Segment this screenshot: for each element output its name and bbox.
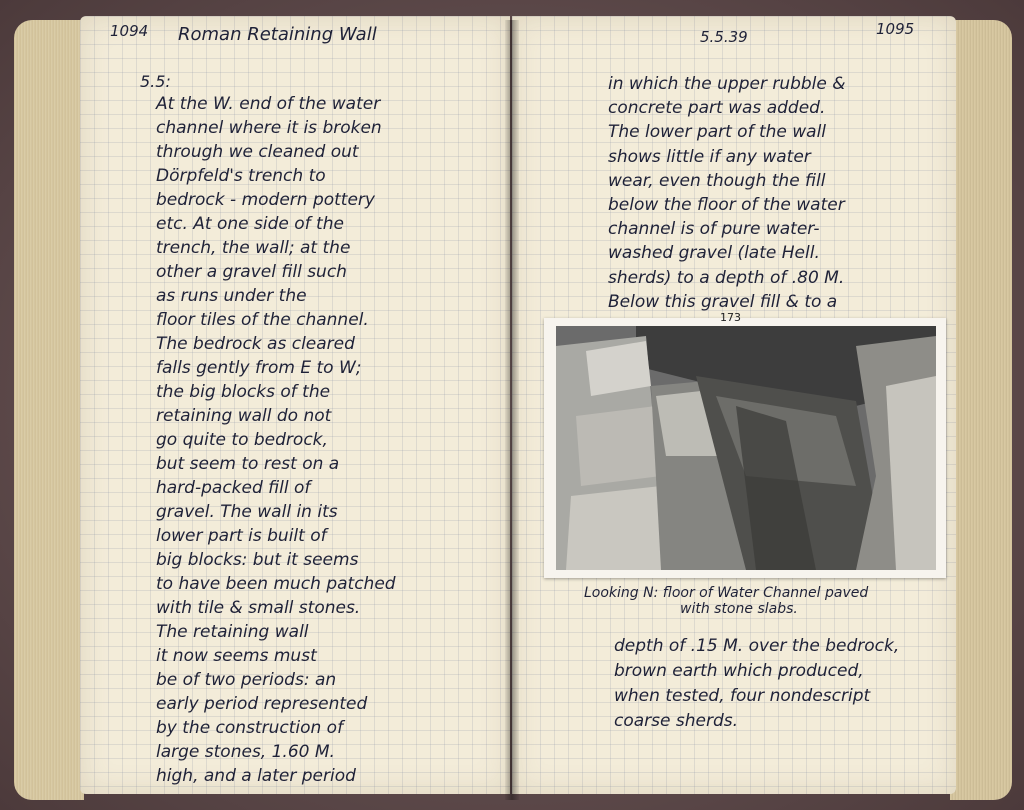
handwritten-line: with tile & small stones. — [156, 598, 361, 618]
handwritten-line: to have been much patched — [156, 574, 396, 594]
handwritten-line: lower part is built of — [156, 526, 327, 546]
handwritten-line: washed gravel (late Hell. — [608, 243, 820, 264]
handwritten-line: trench, the wall; at the — [156, 238, 351, 258]
handwritten-line: it now seems must — [156, 646, 317, 666]
handwritten-line: but seem to rest on a — [156, 454, 340, 474]
photo-caption-line-2: with stone slabs. — [680, 601, 798, 617]
handwritten-line: brown earth which produced, — [614, 661, 864, 681]
handwritten-line: channel is of pure water- — [608, 219, 820, 240]
handwritten-line: coarse sherds. — [614, 711, 739, 731]
handwritten-line: concrete part was added. — [608, 98, 826, 119]
handwritten-line: the big blocks of the — [156, 382, 331, 402]
handwritten-line: big blocks: but it seems — [156, 550, 359, 570]
handwritten-line: floor tiles of the channel. — [156, 310, 369, 330]
left-page-title: Roman Retaining Wall — [178, 24, 377, 45]
handwritten-line: through we cleaned out — [156, 142, 359, 162]
handwritten-line: when tested, four nondescript — [614, 686, 871, 706]
handwritten-line: large stones, 1.60 M. — [156, 742, 335, 762]
handwritten-line: etc. At one side of the — [156, 214, 344, 234]
page-edges-left — [14, 20, 84, 800]
handwritten-line: At the W. end of the water — [156, 94, 381, 114]
handwritten-line: The bedrock as cleared — [156, 334, 355, 354]
handwritten-line: hard-packed fill of — [156, 478, 311, 498]
handwritten-line: Dörpfeld's trench to — [156, 166, 326, 186]
handwritten-line: gravel. The wall in its — [156, 502, 338, 522]
handwritten-line: wear, even though the fill — [608, 170, 826, 191]
handwritten-line: early period represented — [156, 694, 368, 714]
handwritten-line: retaining wall do not — [156, 406, 332, 426]
handwritten-line: depth of .15 M. over the bedrock, — [614, 636, 900, 656]
handwritten-line: go quite to bedrock, — [156, 430, 328, 450]
left-page-number: 1094 — [110, 22, 149, 40]
right-page-number: 1095 — [876, 20, 915, 38]
handwritten-line: be of two periods: an — [156, 670, 337, 690]
entry-date-label: 5.5: — [140, 72, 171, 91]
photo-number: 173 — [720, 311, 741, 324]
photo-caption-line-1: Looking N: floor of Water Channel paved — [584, 585, 869, 601]
handwritten-line: channel where it is broken — [156, 118, 382, 138]
page-edges-right — [950, 20, 1012, 800]
handwritten-line: as runs under the — [156, 286, 307, 306]
handwritten-line: The lower part of the wall — [608, 122, 827, 143]
handwritten-line: falls gently from E to W; — [156, 358, 362, 378]
handwritten-line: Below this gravel fill & to a — [608, 291, 838, 312]
right-page-date: 5.5.39 — [700, 28, 748, 46]
spine-gutter — [505, 20, 519, 800]
handwritten-line: by the construction of — [156, 718, 344, 738]
handwritten-line: below the floor of the water — [608, 195, 845, 215]
handwritten-line: other a gravel fill such — [156, 262, 347, 282]
handwritten-line: in which the upper rubble & — [608, 74, 846, 94]
handwritten-line: The retaining wall — [156, 622, 309, 642]
handwritten-line: high, and a later period — [156, 766, 356, 786]
handwritten-line: sherds) to a depth of .80 M. — [608, 267, 845, 288]
excavation-photograph — [556, 326, 936, 570]
handwritten-line: bedrock - modern pottery — [156, 190, 375, 210]
handwritten-line: shows little if any water — [608, 146, 811, 167]
